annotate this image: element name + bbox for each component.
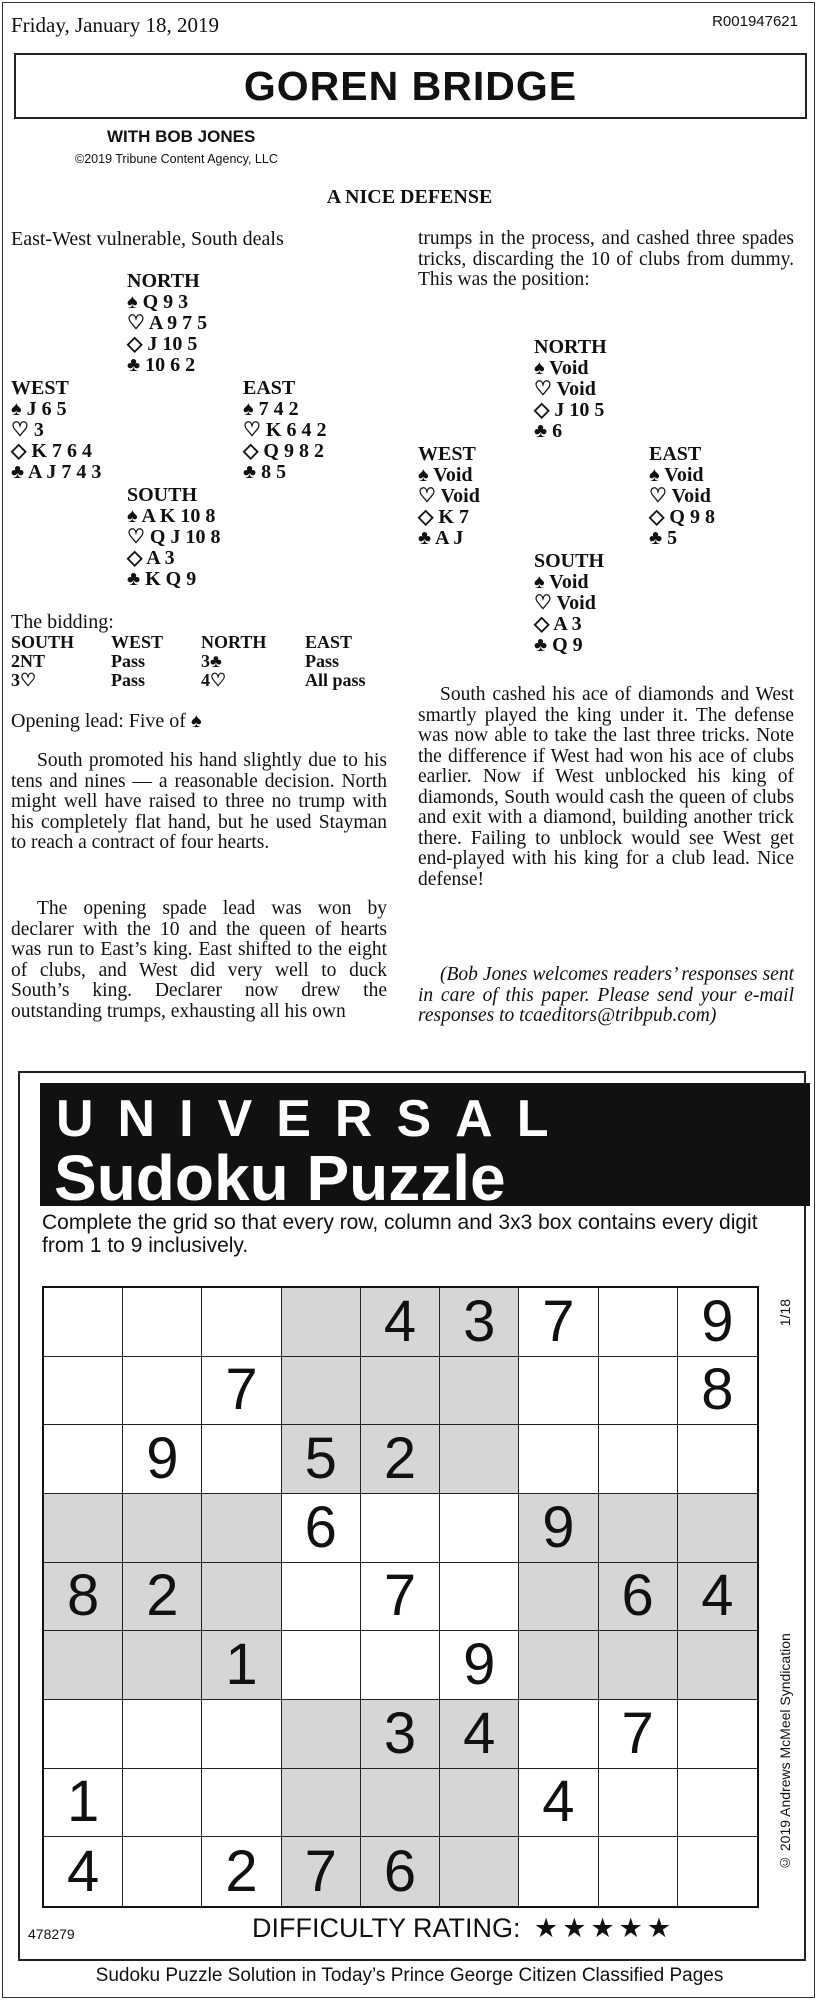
east-label: EAST — [243, 377, 296, 399]
issue-date: Friday, January 18, 2019 — [11, 13, 220, 37]
sudoku-cell[interactable] — [123, 1288, 202, 1357]
sudoku-cell[interactable]: 7 — [202, 1357, 281, 1426]
sudoku-cell[interactable]: 9 — [519, 1494, 598, 1563]
sudoku-cell[interactable] — [519, 1700, 598, 1769]
sudoku-cell[interactable] — [202, 1288, 281, 1357]
article-paragraph-2: The opening spade lead was won by declarer with the 10 and the queen of hearts was run to East’s king. East shifted to the eight of clubs, and West did very well to duck South’s king. Declarer now drew the outstanding trumps, exhausting all his own — [11, 898, 387, 1022]
pos-north-hearts: ♡ Void — [534, 378, 596, 400]
sudoku-cell[interactable] — [440, 1563, 519, 1632]
deal-info: East-West vulnerable, South deals — [11, 228, 284, 250]
pos-east-diamonds: ◇ Q 9 8 — [649, 506, 715, 528]
pos-north-clubs: ♣ 6 — [534, 420, 563, 442]
sudoku-brand: UNIVERSAL — [56, 1090, 573, 1148]
pos-south-hearts: ♡ Void — [534, 592, 596, 614]
sudoku-cell[interactable]: 7 — [282, 1837, 361, 1906]
east-spades: ♠ 7 4 2 — [243, 398, 299, 420]
sudoku-cell[interactable] — [202, 1769, 281, 1838]
article-paragraph-5: (Bob Jones welcomes readers’ responses sent in care of this paper. Please send your e-mail responses to tcaeditors@tribpub.com) — [418, 964, 794, 1026]
sudoku-cell[interactable] — [44, 1631, 123, 1700]
sudoku-cell[interactable]: 4 — [678, 1563, 757, 1632]
bid-cell: 3♡ — [11, 670, 37, 690]
north-clubs: ♣ 10 6 2 — [127, 354, 196, 376]
newspaper-page — [2, 2, 815, 1998]
bid-cell: All pass — [305, 670, 366, 690]
article-headline: A NICE DEFENSE — [326, 186, 493, 208]
sudoku-cell[interactable] — [519, 1425, 598, 1494]
sudoku-cell[interactable] — [519, 1631, 598, 1700]
sudoku-cell[interactable]: 7 — [519, 1288, 598, 1357]
sudoku-instructions: Complete the grid so that every row, column and 3x3 box contains every digit from 1 to 9 inclusively. — [42, 1211, 758, 1257]
sudoku-cell[interactable]: 4 — [440, 1700, 519, 1769]
south-hearts: ♡ Q J 10 8 — [127, 526, 221, 548]
sudoku-cell[interactable] — [678, 1769, 757, 1838]
sudoku-cell[interactable]: 2 — [123, 1563, 202, 1632]
sudoku-cell[interactable] — [44, 1288, 123, 1357]
sudoku-cell[interactable] — [123, 1769, 202, 1838]
bidding-table — [11, 633, 366, 690]
sudoku-cell[interactable] — [44, 1700, 123, 1769]
sudoku-cell[interactable]: 7 — [599, 1700, 678, 1769]
byline: WITH BOB JONES — [107, 127, 256, 146]
south-spades: ♠ A K 10 8 — [127, 505, 216, 527]
pos-east-clubs: ♣ 5 — [649, 527, 678, 549]
sudoku-cell[interactable]: 4 — [361, 1288, 440, 1357]
north-diamonds: ◇ J 10 5 — [127, 333, 198, 355]
south-diamonds: ◇ A 3 — [127, 547, 175, 569]
bid-cell: Pass — [111, 670, 146, 690]
sudoku-cell[interactable]: 2 — [361, 1425, 440, 1494]
opening-lead: Opening lead: Five of ♠ — [11, 710, 202, 732]
pos-north-diamonds: ◇ J 10 5 — [534, 399, 605, 421]
sudoku-cell[interactable]: 8 — [678, 1357, 757, 1426]
bid-col-west: WEST — [111, 632, 164, 652]
west-clubs: ♣ A J 7 4 3 — [11, 461, 102, 483]
sudoku-cell[interactable]: 9 — [678, 1288, 757, 1357]
sudoku-cell[interactable]: 6 — [282, 1494, 361, 1563]
bid-col-south: SOUTH — [11, 632, 75, 652]
sudoku-cell[interactable] — [361, 1494, 440, 1563]
sudoku-cell[interactable] — [282, 1288, 361, 1357]
sudoku-cell[interactable] — [44, 1357, 123, 1426]
sudoku-cell[interactable]: 4 — [44, 1837, 123, 1906]
west-diamonds: ◇ K 7 6 4 — [11, 440, 92, 462]
copyright: ©2019 Tribune Content Agency, LLC — [75, 152, 278, 166]
north-hearts: ♡ A 9 7 5 — [127, 312, 208, 334]
sudoku-cell[interactable]: 1 — [202, 1631, 281, 1700]
south-label: SOUTH — [127, 484, 198, 506]
bidding-row — [11, 652, 366, 671]
sudoku-cell[interactable] — [519, 1357, 598, 1426]
sudoku-cell[interactable] — [678, 1837, 757, 1906]
sudoku-cell[interactable] — [678, 1631, 757, 1700]
sudoku-cell[interactable] — [599, 1837, 678, 1906]
east-hearts: ♡ K 6 4 2 — [243, 419, 327, 441]
pos-west-label: WEST — [418, 443, 476, 465]
sudoku-cell[interactable] — [440, 1494, 519, 1563]
bid-cell: 3♣ — [201, 651, 222, 671]
sudoku-cell[interactable] — [678, 1700, 757, 1769]
sudoku-syndication: © 2019 Andrews McMeel Syndication — [777, 1633, 793, 1871]
article-paragraph-4: South cashed his ace of diamonds and West smartly played the king under it. The defense was now able to take the last three tricks. Note the difference if West had won his ace of clubs earlier. Now if West unblocked his king of diamonds, South would cash the queen of clubs and exit with a diamond, building another trick there. Failing to unblock would see West get end-played with his king for a club lead. Nice defense! — [418, 684, 794, 890]
bidding-header-row — [11, 633, 366, 652]
pos-west-spades: ♠ Void — [418, 464, 473, 486]
sudoku-cell[interactable] — [599, 1769, 678, 1838]
sudoku-cell[interactable] — [123, 1700, 202, 1769]
sudoku-date: 1/18 — [777, 1299, 793, 1327]
footer-note: Sudoku Puzzle Solution in Today’s Prince George Citizen Classified Pages — [95, 1965, 724, 1986]
pos-west-hearts: ♡ Void — [418, 485, 480, 507]
bidding-row — [11, 671, 366, 690]
east-clubs: ♣ 8 5 — [243, 461, 287, 483]
sudoku-grid — [42, 1286, 759, 1908]
sudoku-title: Sudoku Puzzle — [54, 1142, 506, 1214]
sudoku-cell[interactable] — [282, 1357, 361, 1426]
sudoku-cell[interactable] — [44, 1494, 123, 1563]
sudoku-cell[interactable]: 2 — [202, 1837, 281, 1906]
sudoku-cell[interactable]: 6 — [599, 1563, 678, 1632]
sudoku-cell[interactable]: 1 — [44, 1769, 123, 1838]
pos-north-label: NORTH — [534, 336, 607, 358]
sudoku-cell[interactable] — [519, 1837, 598, 1906]
sudoku-panel — [18, 1071, 806, 1961]
sudoku-cell[interactable] — [282, 1700, 361, 1769]
pos-west-clubs: ♣ A J — [418, 527, 464, 549]
sudoku-cell[interactable] — [123, 1837, 202, 1906]
difficulty-label: DIFFICULTY RATING: — [252, 1913, 521, 1943]
sudoku-cell[interactable] — [440, 1769, 519, 1838]
article-paragraph-3: trumps in the process, and cashed three spades tricks, discarding the 10 of clubs from dummy. This was the position: — [418, 228, 794, 290]
sudoku-cell[interactable] — [519, 1563, 598, 1632]
sudoku-cell[interactable]: 9 — [440, 1631, 519, 1700]
bid-cell: Pass — [305, 651, 340, 671]
sudoku-cell[interactable]: 4 — [519, 1769, 598, 1838]
bid-col-north: NORTH — [201, 632, 267, 652]
sudoku-cell[interactable] — [599, 1425, 678, 1494]
north-label: NORTH — [127, 270, 200, 292]
pos-south-clubs: ♣ Q 9 — [534, 634, 583, 656]
column-title-box — [14, 53, 807, 119]
sudoku-cell[interactable] — [123, 1631, 202, 1700]
sudoku-cell[interactable] — [361, 1631, 440, 1700]
pos-south-diamonds: ◇ A 3 — [534, 613, 582, 635]
sudoku-cell[interactable] — [599, 1494, 678, 1563]
sudoku-puzzle-id: 478279 — [28, 1926, 75, 1942]
west-spades: ♠ J 6 5 — [11, 398, 67, 420]
sudoku-cell[interactable] — [599, 1288, 678, 1357]
sudoku-cell[interactable] — [440, 1357, 519, 1426]
pos-east-hearts: ♡ Void — [649, 485, 711, 507]
bid-col-east: EAST — [305, 632, 353, 652]
sudoku-cell[interactable] — [282, 1563, 361, 1632]
sudoku-cell[interactable]: 7 — [361, 1563, 440, 1632]
bid-cell: Pass — [111, 651, 146, 671]
west-hearts: ♡ 3 — [11, 419, 44, 441]
sudoku-cell[interactable] — [202, 1700, 281, 1769]
sudoku-cell[interactable]: 6 — [361, 1837, 440, 1906]
sudoku-cell[interactable] — [678, 1425, 757, 1494]
sudoku-cell[interactable] — [202, 1494, 281, 1563]
bid-cell: 4♡ — [201, 670, 227, 690]
pos-east-spades: ♠ Void — [649, 464, 704, 486]
sudoku-cell[interactable]: 9 — [123, 1425, 202, 1494]
sudoku-cell[interactable] — [282, 1631, 361, 1700]
sudoku-cell[interactable] — [123, 1357, 202, 1426]
sudoku-cell[interactable] — [361, 1357, 440, 1426]
pos-south-label: SOUTH — [534, 550, 605, 572]
sudoku-cell[interactable] — [282, 1769, 361, 1838]
page-code: R001947621 — [712, 13, 798, 30]
sudoku-cell[interactable]: 3 — [361, 1700, 440, 1769]
sudoku-cell[interactable] — [123, 1494, 202, 1563]
east-diamonds: ◇ Q 9 8 2 — [243, 440, 324, 462]
article-paragraph-1: South promoted his hand slightly due to his tens and nines — a reasonable decision. North might well have raised to three no trump with his completely flat hand, but he used Stayman to reach a contract of four hearts. — [11, 750, 387, 853]
sudoku-cell[interactable] — [44, 1425, 123, 1494]
bid-cell: 2NT — [11, 651, 46, 671]
sudoku-cell[interactable]: 3 — [440, 1288, 519, 1357]
north-spades: ♠ Q 9 3 — [127, 291, 189, 313]
difficulty-rating — [252, 1913, 675, 1944]
pos-east-label: EAST — [649, 443, 702, 465]
pos-north-spades: ♠ Void — [534, 357, 589, 379]
sudoku-cell[interactable] — [440, 1425, 519, 1494]
column-title: GOREN BRIDGE — [243, 62, 578, 109]
difficulty-stars: ★★★★★ — [534, 1913, 676, 1943]
sudoku-cell[interactable] — [361, 1769, 440, 1838]
sudoku-cell[interactable] — [678, 1494, 757, 1563]
bidding-label: The bidding: — [11, 611, 114, 633]
sudoku-header — [40, 1083, 810, 1214]
west-label: WEST — [11, 377, 69, 399]
sudoku-cell[interactable] — [440, 1837, 519, 1906]
south-clubs: ♣ K Q 9 — [127, 568, 197, 590]
sudoku-cell[interactable]: 8 — [44, 1563, 123, 1632]
pos-south-spades: ♠ Void — [534, 571, 589, 593]
pos-west-diamonds: ◇ K 7 — [418, 506, 469, 528]
sudoku-cell[interactable] — [599, 1357, 678, 1426]
sudoku-cell[interactable] — [202, 1563, 281, 1632]
sudoku-cell[interactable]: 5 — [282, 1425, 361, 1494]
sudoku-cell[interactable] — [202, 1425, 281, 1494]
sudoku-cell[interactable] — [599, 1631, 678, 1700]
